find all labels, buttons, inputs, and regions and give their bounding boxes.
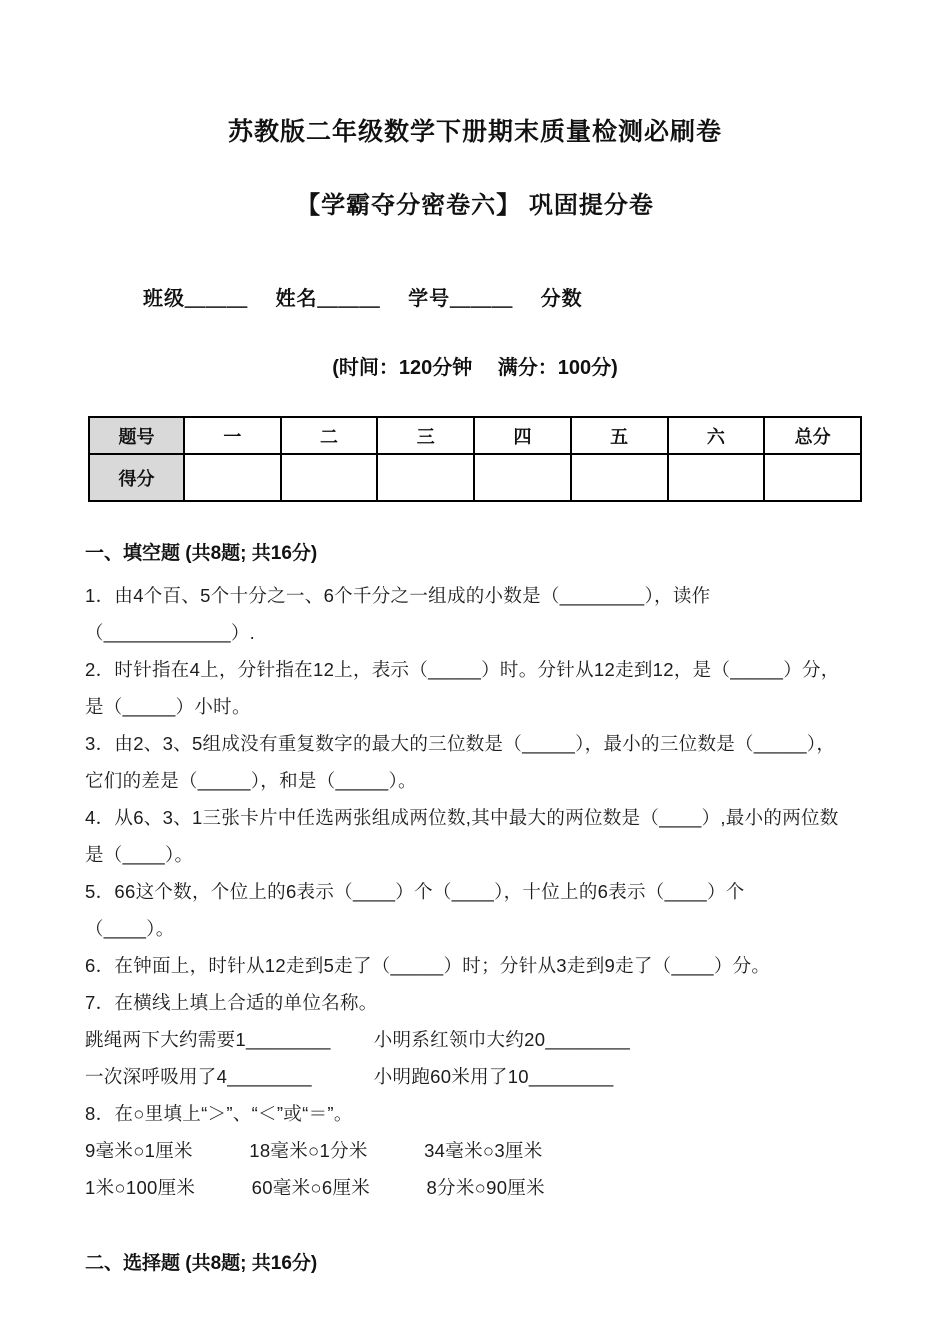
question-line-8: 8．在○里填上“＞”、“＜”或“＝”。 <box>85 1103 353 1124</box>
question-line-4a: 4．从6、3、1三张卡片中任选两张组成两位数,其中最大的两位数是（____）,最小的两位数 <box>85 807 839 828</box>
question-line-3a: 3．由2、3、5组成没有重复数字的最大的三位数是（_____），最小的三位数是（_____）， <box>85 733 836 754</box>
question-line-6: 6．在钟面上，时针从12走到5走了（_____）时；分针从3走到9走了（____）分。 <box>85 955 771 976</box>
time-score-line: (时间：120分钟 满分：100分) <box>332 357 618 379</box>
score-table-cell-3: 三 <box>377 417 474 454</box>
score-table-cell-5: 五 <box>571 417 668 454</box>
question-line-2b: 是（_____）小时。 <box>85 696 251 717</box>
question-line-5b: （____）。 <box>85 918 175 939</box>
score-cell-empty <box>668 454 765 501</box>
score-table-cell-total: 总分 <box>764 417 861 454</box>
score-cell-empty <box>764 454 861 501</box>
question-line-1b: （____________）. <box>85 622 256 643</box>
score-table-cell-4: 四 <box>474 417 571 454</box>
paper-title: 苏教版二年级数学下册期末质量检测必刷卷 <box>227 118 722 146</box>
question-line-3b: 它们的差是（_____），和是（_____）。 <box>85 770 417 791</box>
section1-heading: 一、填空题 (共8题; 共16分) <box>85 543 318 564</box>
question-line-5a: 5．66这个数，个位上的6表示（____）个（____），十位上的6表示（____）个 <box>85 881 745 902</box>
score-table-header-row <box>89 417 861 454</box>
score-table-cell-2: 二 <box>281 417 378 454</box>
score-cell-empty <box>184 454 281 501</box>
question-line-8-compare-row1: 9毫米○1厘米 18毫米○1分米 34毫米○3厘米 <box>85 1140 543 1161</box>
section2-heading: 二、选择题 (共8题; 共16分) <box>85 1253 318 1274</box>
question-line-1a: 1．由4个百、5个十分之一、6个千分之一组成的小数是（________），读作 <box>85 585 711 606</box>
paper-subtitle: 【学霸夺分密卷六】 巩固提分卷 <box>296 192 654 219</box>
question-line-2a: 2．时针指在4上，分针指在12上，表示（_____）时。分针从12走到12，是（_____）分， <box>85 659 840 680</box>
score-table <box>88 416 862 502</box>
score-cell-empty <box>474 454 571 501</box>
score-table-score-row <box>89 454 861 501</box>
score-table-cell-1: 一 <box>184 417 281 454</box>
question-line-4b: 是（____）。 <box>85 844 194 865</box>
question-line-7-units-row1: 跳绳两下大约需要1________ 小明系红领巾大约20________ <box>85 1029 631 1050</box>
question-line-8-compare-row2: 1米○100厘米 60毫米○6厘米 8分米○90厘米 <box>85 1177 545 1198</box>
score-cell-empty <box>377 454 474 501</box>
student-info-line: 班级＿＿＿ 姓名＿＿＿ 学号＿＿＿ 分数 <box>143 288 583 310</box>
score-cell-empty <box>571 454 668 501</box>
score-cell-empty <box>281 454 378 501</box>
question-line-7: 7．在横线上填上合适的单位名称。 <box>85 992 378 1013</box>
score-table-cell-defen: 得分 <box>89 454 184 501</box>
score-table-cell-6: 六 <box>668 417 765 454</box>
score-table-cell-tihao: 题号 <box>89 417 184 454</box>
question-line-7-units-row2: 一次深呼吸用了4________ 小明跑60米用了10________ <box>85 1066 614 1087</box>
